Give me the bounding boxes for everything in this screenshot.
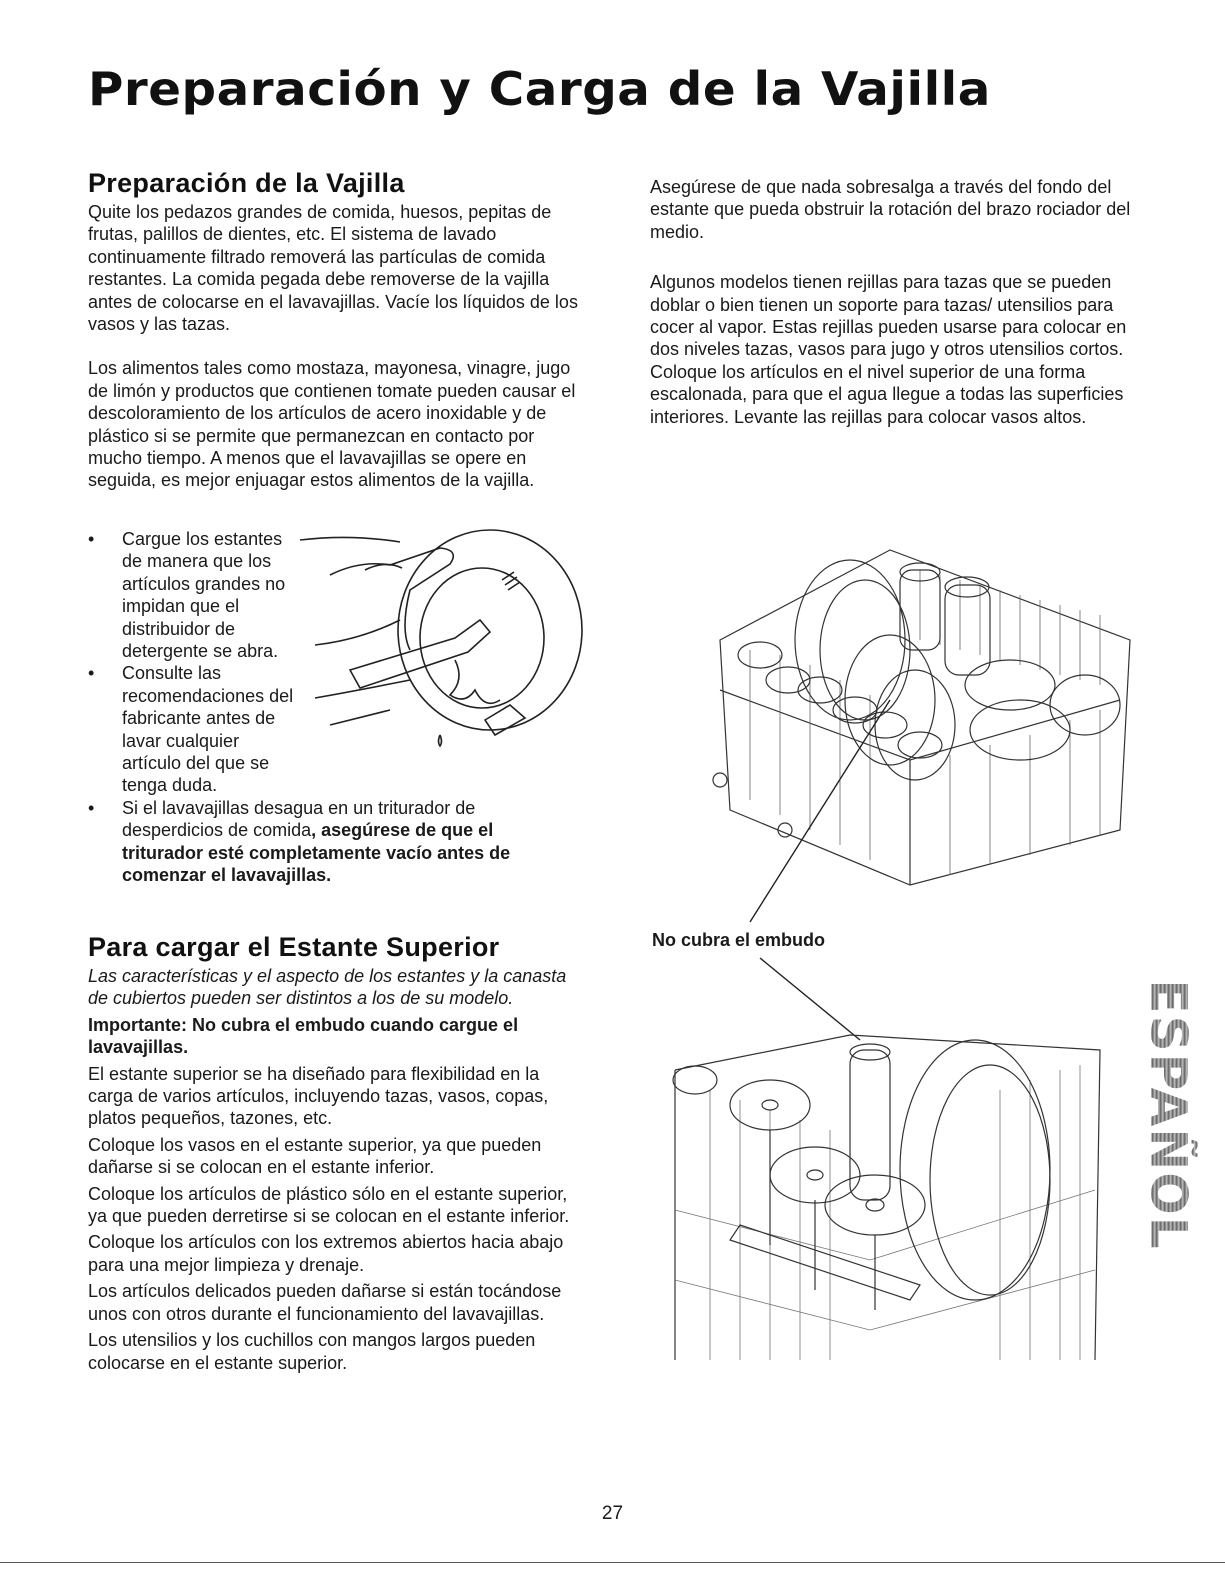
scraping-plate-illustration [290,520,590,765]
paragraph: Coloque los artículos con los extremos abiertos hacia abajo para una mejor limpieza y drenaje. [88,1232,564,1275]
paragraph: Asegúrese de que nada sobresalga a través del fondo del estante que pueda obstruir la rotación del brazo rociador del medio. [650,177,1131,242]
italic-note: Las características y el aspecto de los estantes y la canasta de cubiertos pueden ser distintos a los de su modelo. [88,966,567,1009]
list-item: • Cargue los estantes de manera que los artículos grandes no impidan que el distribuidor de detergente se abra. [88,528,297,662]
paragraph: Coloque los vasos en el estante superior, ya que pueden dañarse si se colocan en el estante inferior. [88,1134,542,1178]
paragraph: El estante superior se ha diseñado para flexibilidad en la carga de varios artículos, incluyendo tazas, vasos, copas, platos pequeños, tazones, etc. [88,1063,549,1129]
page-title: Preparación y Carga de la Vajilla [88,62,991,116]
section-heading-preparacion: Preparación de la Vajilla [88,168,405,198]
bottom-divider [0,1562,1225,1563]
paragraph: Quite los pedazos grandes de comida, huesos, pepitas de frutas, palillos de dientes, etc. El sistema de lavado continuamente filtrado removerá las partículas de comida restantes. La comida pegada debe removerse de la vajilla antes de colocarse en el lavavajillas. Vacíe los líquidos de los vasos y las tazas. [88,202,578,335]
paragraph: Los utensilios y los cuchillos con mangos largos pueden colocarse en el estante superior. [88,1330,536,1373]
paragraph: Los alimentos tales como mostaza, mayonesa, vinagre, jugo de limón y productos que contienen tomate pueden causar el descoloramiento de los artículos de acero inoxidable y de plástico si se permite que permanezcan en contacto por mucho tiempo. A menos que el lavavajillas se opere en seguida, es mejor enjuagar estos alimentos de la vajilla. [88,358,576,491]
list-item-bold-text: , asegúrese de que el triturador esté completamente vacío antes de comenzar el lavavajillas. [122,820,511,886]
section-heading-estante-superior: Para cargar el Estante Superior [88,932,500,962]
right-column [650,176,1150,428]
list-item-text: Consulte las recomendaciones del fabricante antes de lavar cualquier artículo del que se tenga duda. [122,663,294,796]
important-note: Importante: No cubra el embudo cuando cargue el lavavajillas. [88,1014,519,1058]
language-tab [1138,979,1200,1251]
paragraph: Coloque los artículos de plástico sólo en el estante superior, ya que pueden derretirse si se colocan en el estante inferior. [88,1183,570,1227]
rack-closeup-illustration [670,1030,1110,1360]
callout-lines [650,690,910,1050]
funnel-callout: No cubra el embudo [652,930,826,950]
page-number: 27 [601,1503,624,1524]
list-item [88,662,302,796]
left-column [88,168,588,492]
list-item [88,797,568,887]
paragraph: Los artículos delicados pueden dañarse si están tocándose unos con otros durante el funcionamiento del lavavajillas. [88,1281,562,1324]
paragraph: Algunos modelos tienen rejillas para tazas que se pueden doblar o bien tienen un soporte para tazas/ utensilios para cocer al vapor. Estas rejillas pueden usarse para colocar en dos niveles tazas, vasos para jugo y otros utensilios cortos. Coloque los artículos en el nivel superior de una forma escalonada, para que el agua llegue a todas las superficies interiores. Levante las rejillas para colocar vasos altos. [650,272,1127,427]
upper-rack-section [88,932,588,1374]
list-item-text: Si el lavavajillas desagua en un triturador de desperdicios de comida [122,797,476,841]
language-tab-label: ESPAÑOL [1140,979,1199,1251]
